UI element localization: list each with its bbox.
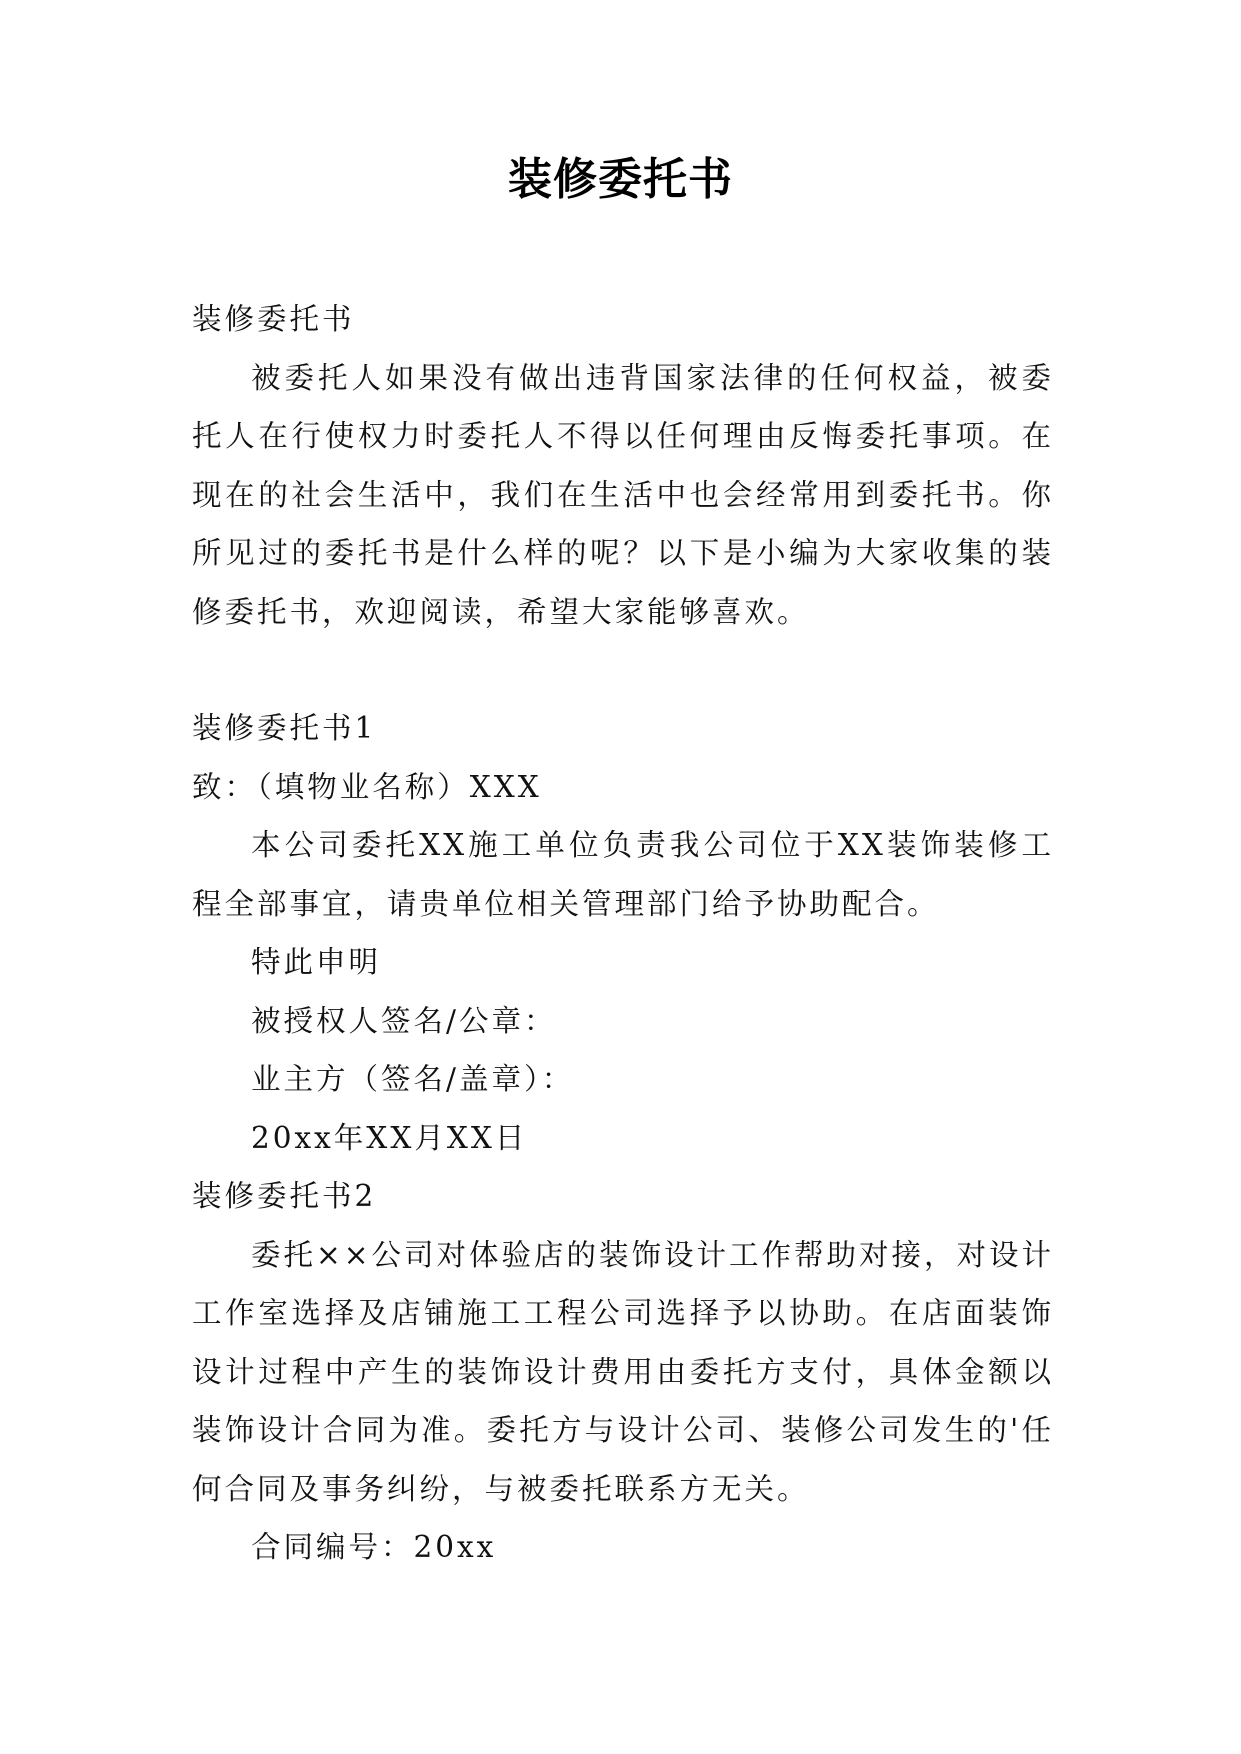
section-heading-1: 装修委托书1 (192, 711, 377, 745)
section-heading: 装修委托书 (192, 302, 355, 336)
design-entrust-paragraph: 委托××公司对体验店的装饰设计工作帮助对接，对设计工作室选择及店铺施工工程公司选择予以协助。在店面装饰设计过程中产生的装饰设计费用由委托方支付，具体金额以装饰设计合同为准。委托方与设计公司、装修公司发生的'任何合同及事务纠纷，与被委托联系方无关。 (192, 1237, 1054, 1506)
entrust-paragraph: 本公司委托XX施工单位负责我公司位于XX装饰装修工程全部事宜，请贵单位相关管理部门给予协助配合。 (192, 828, 1054, 921)
date-line: 20xx年XX月XX日 (251, 1120, 528, 1155)
section-heading-2: 装修委托书2 (192, 1179, 377, 1213)
document-body (192, 290, 1054, 1577)
recipient-line: 致：（填物业名称）XXX (192, 769, 542, 804)
paragraph-gap (192, 641, 1054, 699)
contract-number-line: 合同编号：20xx (251, 1530, 497, 1564)
owner-signature-line: 业主方（签名/盖章）： (251, 1062, 575, 1096)
document-title: 装修委托书 (508, 154, 733, 205)
declaration-line: 特此申明 (251, 945, 382, 979)
authorized-signature-line: 被授权人签名/公章： (251, 1003, 557, 1038)
intro-paragraph: 被委托人如果没有做出违背国家法律的任何权益，被委托人在行使权力时委托人不得以任何理由反悔委托事项。在现在的社会生活中，我们在生活中也会经常用到委托书。你所见过的委托书是什么样的呢？以下是小编为大家收集的装修委托书，欢迎阅读，希望大家能够喜欢。 (192, 360, 1054, 629)
